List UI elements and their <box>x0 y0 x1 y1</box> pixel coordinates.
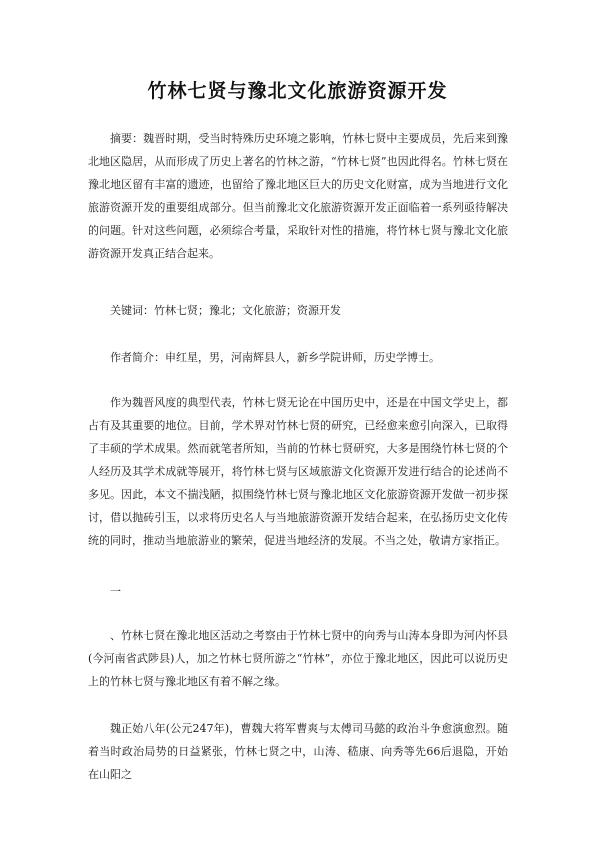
body-paragraph-2: 魏正始八年(公元247年)，曹魏大将军曹爽与太傅司马懿的政治斗争愈演愈烈。随着当时政治局势的日益紧张，竹林七贤之中，山涛、嵇康、向秀等先66后退隐，开始在山阳之 <box>88 722 508 781</box>
body-paragraph-1: 、竹林七贤在豫北地区活动之考察由于竹林七贤中的向秀与山涛本身即为河内怀县(今河南省武陟县)人，加之竹林七贤所游之“竹林”，亦位于豫北地区，因此可以说历史上的竹林七贤与豫北地区有着不解之缘。 <box>88 629 508 688</box>
abstract-paragraph: 摘要：魏晋时期，受当时特殊历史环境之影响，竹林七贤中主要成员，先后来到豫北地区隐居，从而形成了历史上著名的竹林之游，“竹林七贤”也因此得名。竹林七贤在豫北地区留有丰富的遗迹，也留给了豫北地区巨大的历史文化财富，成为当地进行文化旅游资源开发的重要组成部分。但当前豫北文化旅游资源开发正面临着一系列亟待解决的问题。针对这些问题，必须综合考量，采取针对性的措施，将竹林七贤与豫北文化旅游资源开发真正结合起来。 <box>88 132 508 260</box>
intro-paragraph: 作为魏晋风度的典型代表，竹林七贤无论在中国历史中，还是在中国文学史上，都占有及其重要的地位。目前，学术界对竹林七贤的研究，已经愈来愈引向深入，已取得了丰硕的学术成果。然而就笔者所知，当前的竹林七贤研究，大多是围绕竹林七贤的个人经历及其学术成就等展开，将竹林七贤与区域旅游文化资源开发进行结合的论述尚不多见。因此，本文不揣浅陋，拟围绕竹林七贤与豫北地区文化旅游资源开发做一初步探讨，借以抛砖引玉，以求将历史名人与当地旅游资源开发结合起来，在弘扬历史文化传统的同时，推动当地旅游业的繁荣，促进当地经济的发展。不当之处，敬请方家指正。 <box>88 396 508 547</box>
page-title: 竹林七贤与豫北文化旅游资源开发 <box>147 80 448 102</box>
keywords-line: 关键词：竹林七贤；豫北；文化旅游；资源开发 <box>110 304 341 317</box>
author-bio: 作者简介：申红星，男，河南辉县人，新乡学院讲师，历史学博士。 <box>110 351 440 364</box>
section-marker: 一 <box>110 585 121 598</box>
